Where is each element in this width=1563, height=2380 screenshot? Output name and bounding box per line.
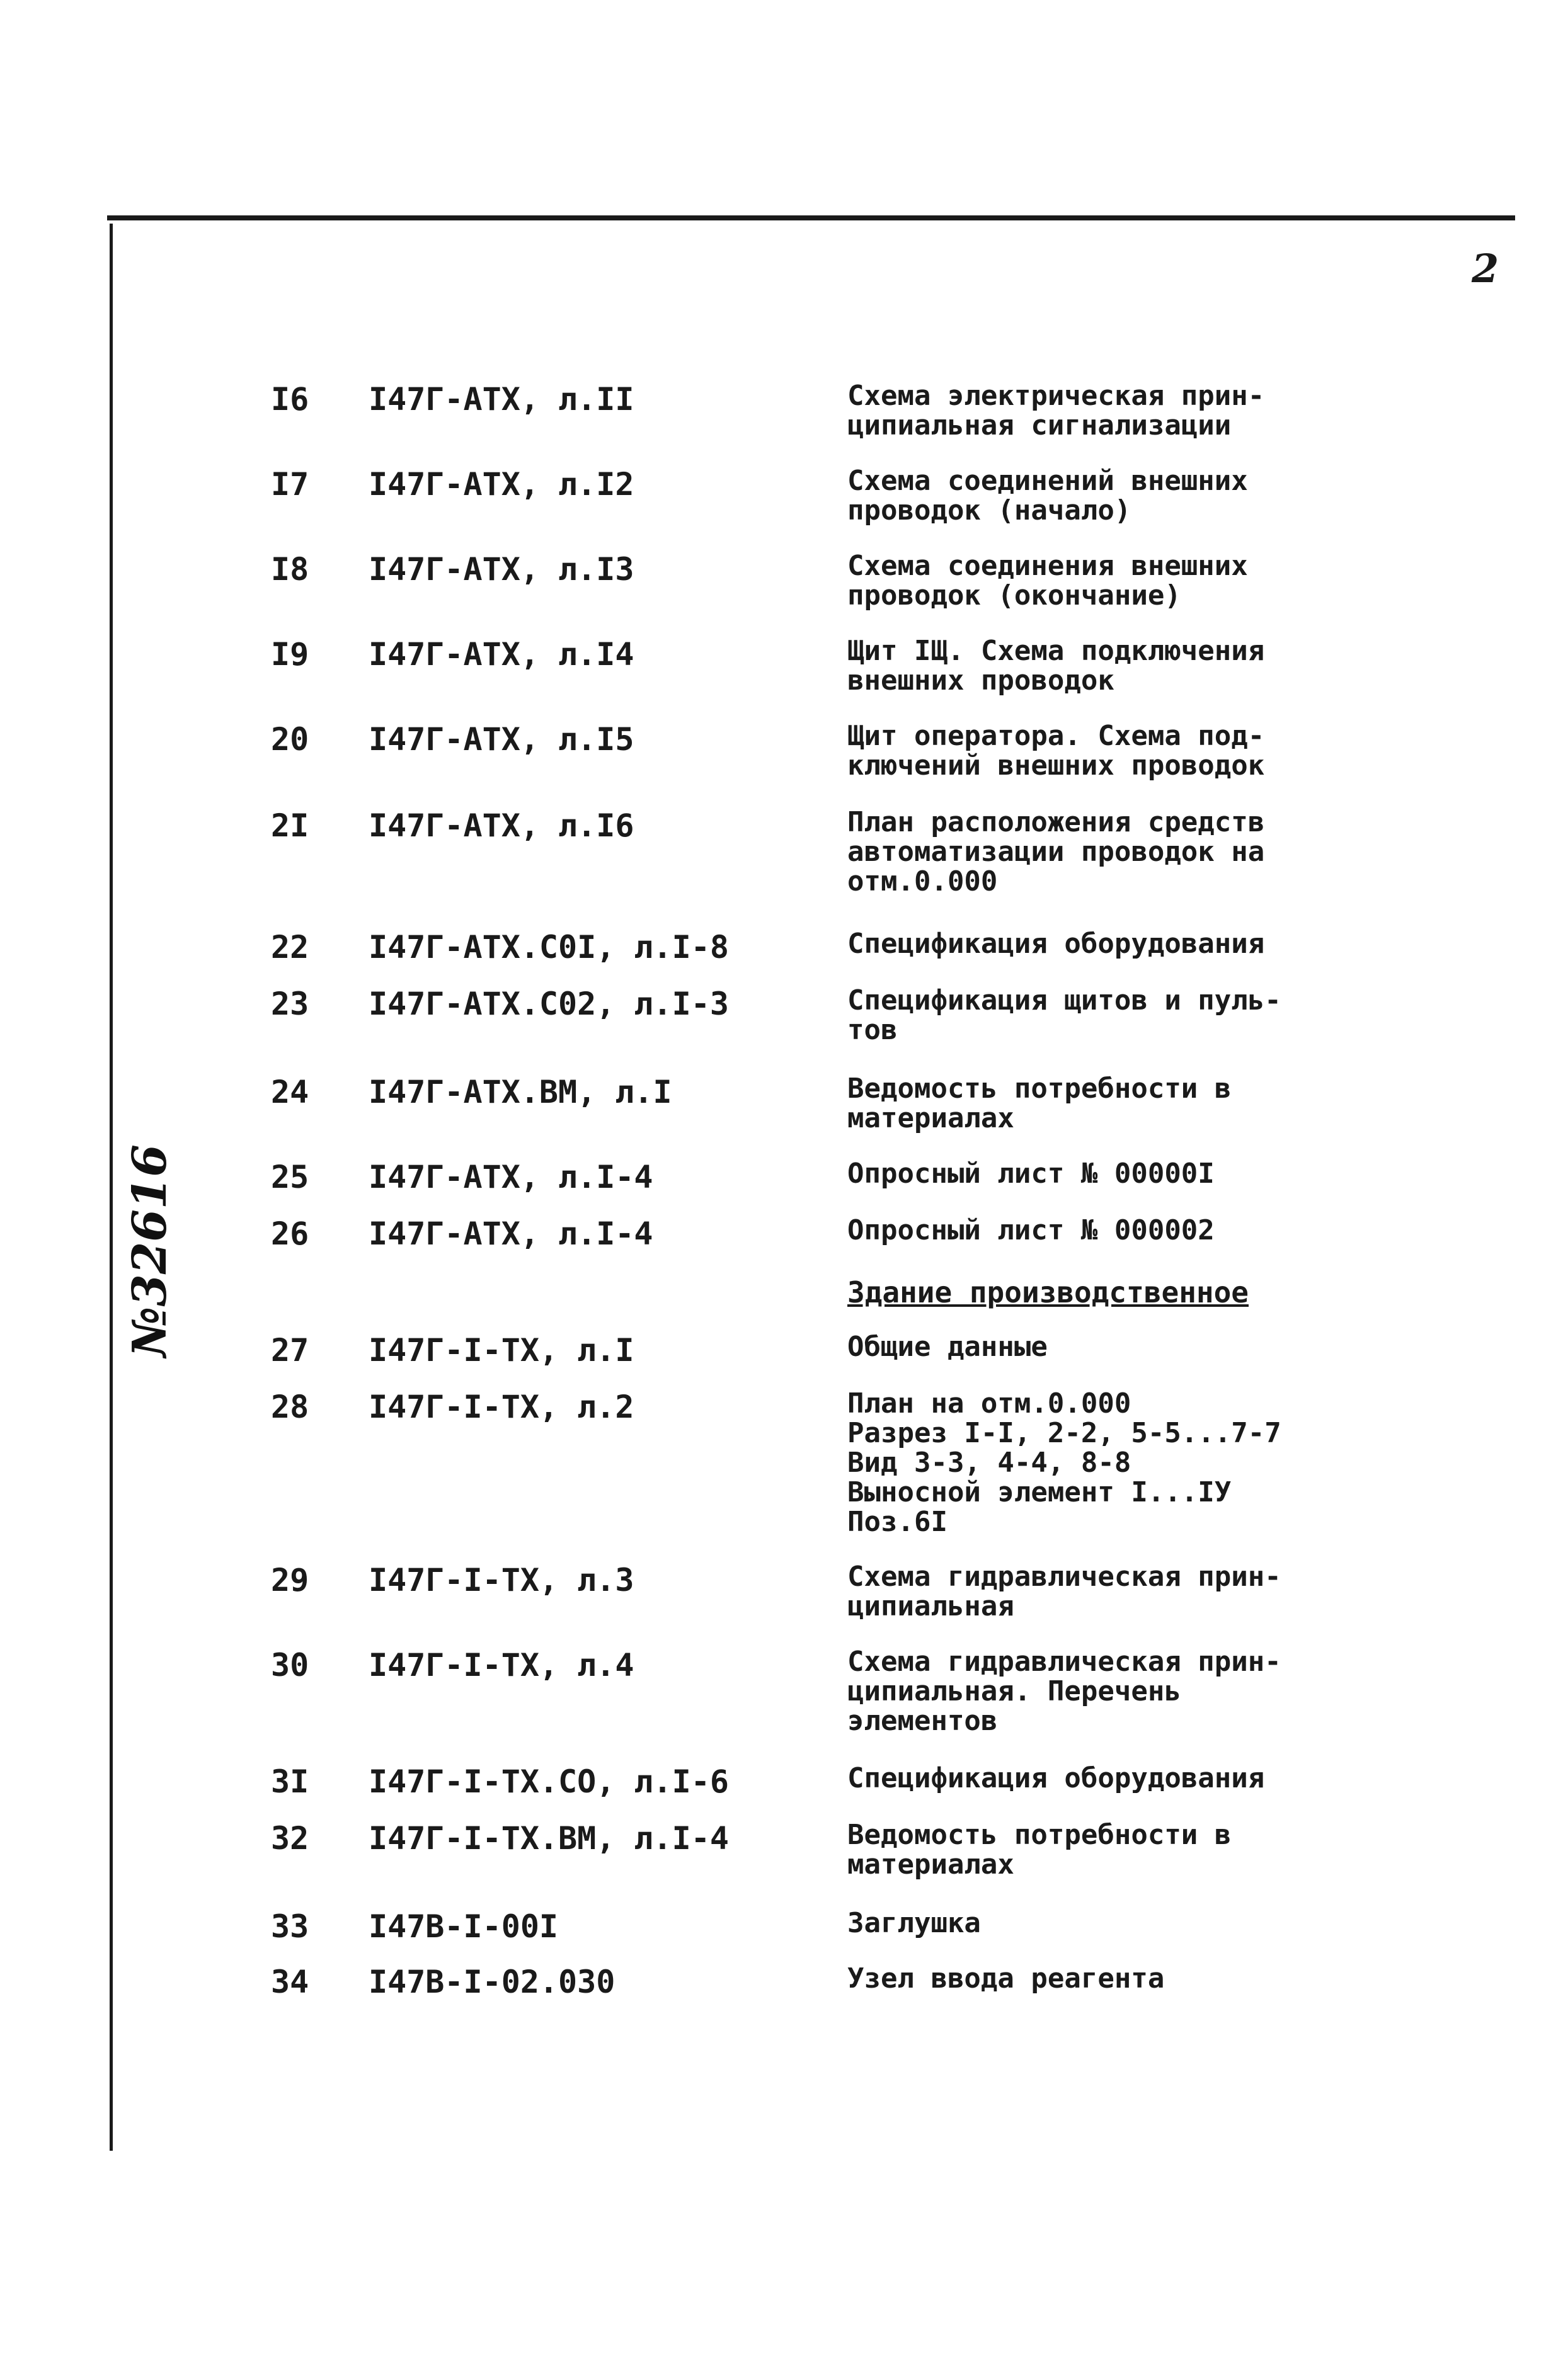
item-description-line: ципиальная. Перечень [847,1675,1181,1707]
item-description-line: Опросный лист № 00000I [847,1158,1215,1190]
item-description-line: ключений внешних проводок [847,749,1265,782]
item-description-line: Схема гидравлическая прин- [847,1561,1281,1593]
item-description-line: элементов [847,1705,998,1737]
item-number: 24 [271,1074,309,1110]
item-code: I47Г-АТХ, л.I3 [369,551,634,588]
item-code: I47Г-АТХ.ВМ, л.I [369,1074,672,1110]
item-description-line: проводок (начало) [847,494,1131,527]
item-description-line: Опросный лист № 000002 [847,1214,1215,1246]
item-number: 22 [271,929,309,965]
item-number: I9 [271,636,309,673]
item-code: I47Г-I-ТХ, л.4 [369,1647,634,1683]
item-number: 34 [271,1964,309,2000]
item-description-line: Спецификация оборудования [847,928,1265,960]
item-description-line: Ведомость потребности в [847,1073,1232,1105]
page-number: 2 [1472,246,1499,292]
section-heading: Здание производственное [847,1275,1249,1309]
item-description-line: Спецификация щитов и пуль- [847,984,1281,1016]
item-number: 27 [271,1332,309,1369]
item-number: 3I [271,1763,309,1800]
item-description-line: внешних проводок [847,664,1114,697]
item-number: 23 [271,986,309,1022]
item-description-line: Ведомость потребности в [847,1819,1232,1851]
item-description-line: ципиальная сигнализации [847,409,1232,441]
item-description-line: материалах [847,1102,1014,1134]
item-description-line: Вид 3-3, 4-4, 8-8 [847,1447,1131,1479]
item-code: I47Г-I-ТХ, л.2 [369,1389,634,1425]
item-number: 30 [271,1647,309,1683]
item-description-line: Схема соединения внешних [847,550,1248,582]
item-description-line: Выносной элемент I...IУ [847,1476,1232,1508]
item-code: I47Г-АТХ.С0I, л.I-8 [369,929,729,965]
item-code: I47Г-АТХ, л.I-4 [369,1159,653,1195]
item-number: 2I [271,807,309,844]
item-number: 20 [271,721,309,758]
item-code: I47Г-I-ТХ, л.3 [369,1562,634,1598]
item-description-line: Схема электрическая прин- [847,380,1265,412]
item-description-line: Общие данные [847,1331,1048,1363]
item-description-line: автоматизации проводок на [847,836,1265,868]
item-code: I47Г-АТХ, л.I2 [369,466,634,503]
item-description-line: Поз.6I [847,1506,948,1538]
item-number: 25 [271,1159,309,1195]
item-code: I47Г-АТХ, л.I4 [369,636,634,673]
item-number: I8 [271,551,309,588]
item-description-line: отм.0.000 [847,865,998,897]
item-description-line: ципиальная [847,1590,1014,1622]
item-code: I47Г-АТХ, л.I5 [369,721,634,758]
item-description-line: Щит оператора. Схема под- [847,720,1265,752]
item-code: I47Г-I-ТХ.ВМ, л.I-4 [369,1820,729,1857]
item-description-line: План на отм.0.000 [847,1387,1131,1420]
item-description-line: Заглушка [847,1907,981,1939]
item-number: I7 [271,466,309,503]
item-description-line: Схема гидравлическая прин- [847,1646,1281,1678]
item-code: I47Г-АТХ.С02, л.I-3 [369,986,729,1022]
item-code: I47Г-I-ТХ, л.I [369,1332,634,1369]
archive-stamp: №32616 [123,1144,177,1357]
item-description-line: тов [847,1014,898,1046]
item-code: I47Г-АТХ, л.I6 [369,807,634,844]
item-description-line: проводок (окончание) [847,579,1181,612]
item-number: I6 [271,381,309,418]
item-description-line: Щит IЩ. Схема подключения [847,635,1265,667]
item-code: I47Г-I-ТХ.СО, л.I-6 [369,1763,729,1800]
item-number: 29 [271,1562,309,1598]
item-description-line: материалах [847,1848,1014,1881]
item-description-line: План расположения средств [847,806,1265,838]
item-description-line: Спецификация оборудования [847,1762,1265,1794]
item-number: 33 [271,1908,309,1945]
item-number: 26 [271,1216,309,1252]
item-code: I47В-I-02.030 [369,1964,615,2000]
item-description-line: Узел ввода реагента [847,1962,1165,1995]
item-code: I47Г-АТХ, л.II [369,381,634,418]
item-description-line: Схема соединений внешних [847,465,1248,497]
item-description-line: Разрез I-I, 2-2, 5-5...7-7 [847,1417,1281,1449]
item-number: 32 [271,1820,309,1857]
item-code: I47В-I-00I [369,1908,559,1945]
item-number: 28 [271,1389,309,1425]
item-code: I47Г-АТХ, л.I-4 [369,1216,653,1252]
